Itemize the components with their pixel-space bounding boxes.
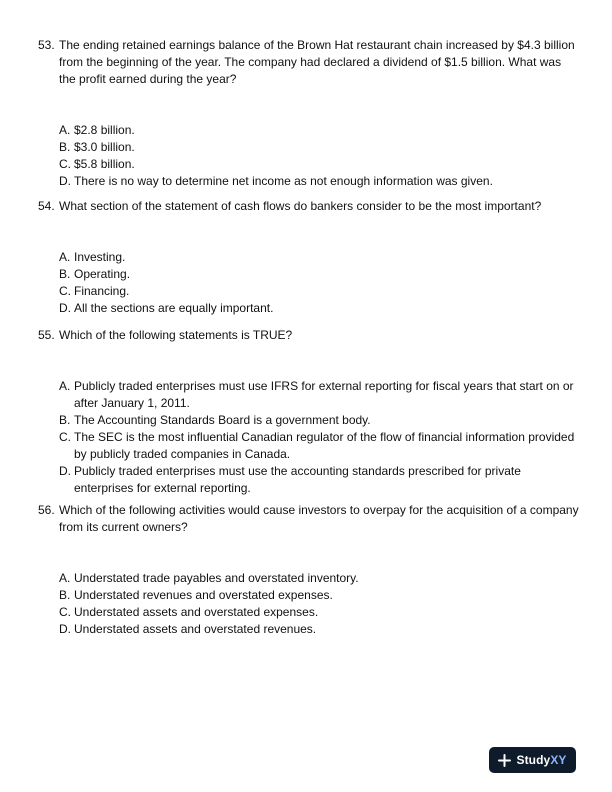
question-56 — [38, 502, 580, 638]
answer-option-c — [59, 283, 580, 300]
answer-option-a — [59, 249, 580, 266]
answer-option-b — [59, 412, 580, 429]
option-text: Understated trade payables and overstated inventory. — [74, 571, 359, 585]
option-text: Understated assets and overstated expenses. — [74, 605, 319, 619]
answer-option-d — [59, 463, 580, 497]
option-text: Investing. — [74, 250, 126, 264]
option-label: A. — [59, 123, 71, 137]
option-text: All the sections are equally important. — [74, 301, 274, 315]
answer-option-c — [59, 156, 580, 173]
answer-options — [38, 249, 580, 317]
brand-name-main: Study — [516, 753, 551, 767]
option-label: C. — [59, 284, 71, 298]
option-text: The Accounting Standards Board is a government body. — [74, 413, 371, 427]
option-label: B. — [59, 267, 71, 281]
option-text: The SEC is the most influential Canadian regulator of the flow of financial information provided by publicly traded companies in Canada. — [74, 430, 575, 461]
studyxy-brand-badge — [489, 747, 576, 773]
question-53 — [38, 37, 580, 190]
answer-option-a — [59, 122, 580, 139]
answer-option-b — [59, 587, 580, 604]
answer-option-b — [59, 139, 580, 156]
option-text: Operating. — [74, 267, 131, 281]
option-label: A. — [59, 379, 71, 393]
option-label: C. — [59, 430, 71, 444]
option-text: Understated revenues and overstated expenses. — [74, 588, 333, 602]
answer-option-d — [59, 300, 580, 317]
question-stem — [38, 502, 580, 536]
question-54 — [38, 198, 580, 317]
option-label: D. — [59, 174, 71, 188]
question-55 — [38, 327, 580, 497]
question-number: 53. — [38, 38, 55, 52]
question-number: 54. — [38, 199, 55, 213]
question-stem — [38, 198, 580, 215]
option-text: $2.8 billion. — [74, 123, 135, 137]
option-label: A. — [59, 571, 71, 585]
question-text: Which of the following statements is TRUE? — [59, 328, 293, 342]
brand-name — [516, 753, 566, 767]
option-text: Publicly traded enterprises must use the accounting standards prescribed for private enterprises for external reporting. — [74, 464, 521, 495]
option-label: C. — [59, 605, 71, 619]
option-text: Understated assets and overstated revenues. — [74, 622, 317, 636]
answer-options — [38, 570, 580, 638]
option-text: There is no way to determine net income as not enough information was given. — [74, 174, 493, 188]
option-text: $5.8 billion. — [74, 157, 135, 171]
answer-options — [38, 122, 580, 190]
question-text: What section of the statement of cash flows do bankers consider to be the most important? — [59, 199, 542, 213]
brand-name-accent: XY — [550, 753, 567, 767]
answer-options — [38, 378, 580, 497]
question-number: 55. — [38, 328, 55, 342]
answer-option-d — [59, 173, 580, 190]
question-stem — [38, 37, 580, 88]
option-label: B. — [59, 140, 71, 154]
question-text: The ending retained earnings balance of the Brown Hat restaurant chain increased by $4.3 billion from the beginning of the year. The company had declared a dividend of $1.5 billion. What was the profit earned during the year? — [59, 38, 575, 86]
option-text: Publicly traded enterprises must use IFRS for external reporting for fiscal years that start on or after January 1, 2011. — [74, 379, 574, 410]
question-stem — [38, 327, 580, 344]
option-label: D. — [59, 464, 71, 478]
answer-option-c — [59, 429, 580, 463]
option-label: D. — [59, 301, 71, 315]
question-text: Which of the following activities would cause investors to overpay for the acquisition of a company from its current owners? — [59, 503, 579, 534]
option-label: A. — [59, 250, 71, 264]
option-label: D. — [59, 622, 71, 636]
option-text: $3.0 billion. — [74, 140, 135, 154]
option-text: Financing. — [74, 284, 130, 298]
answer-option-b — [59, 266, 580, 283]
answer-option-d — [59, 621, 580, 638]
answer-option-c — [59, 604, 580, 621]
option-label: C. — [59, 157, 71, 171]
answer-option-a — [59, 378, 580, 412]
option-label: B. — [59, 413, 71, 427]
answer-option-a — [59, 570, 580, 587]
question-number: 56. — [38, 503, 55, 517]
plus-icon — [498, 754, 511, 767]
option-label: B. — [59, 588, 71, 602]
